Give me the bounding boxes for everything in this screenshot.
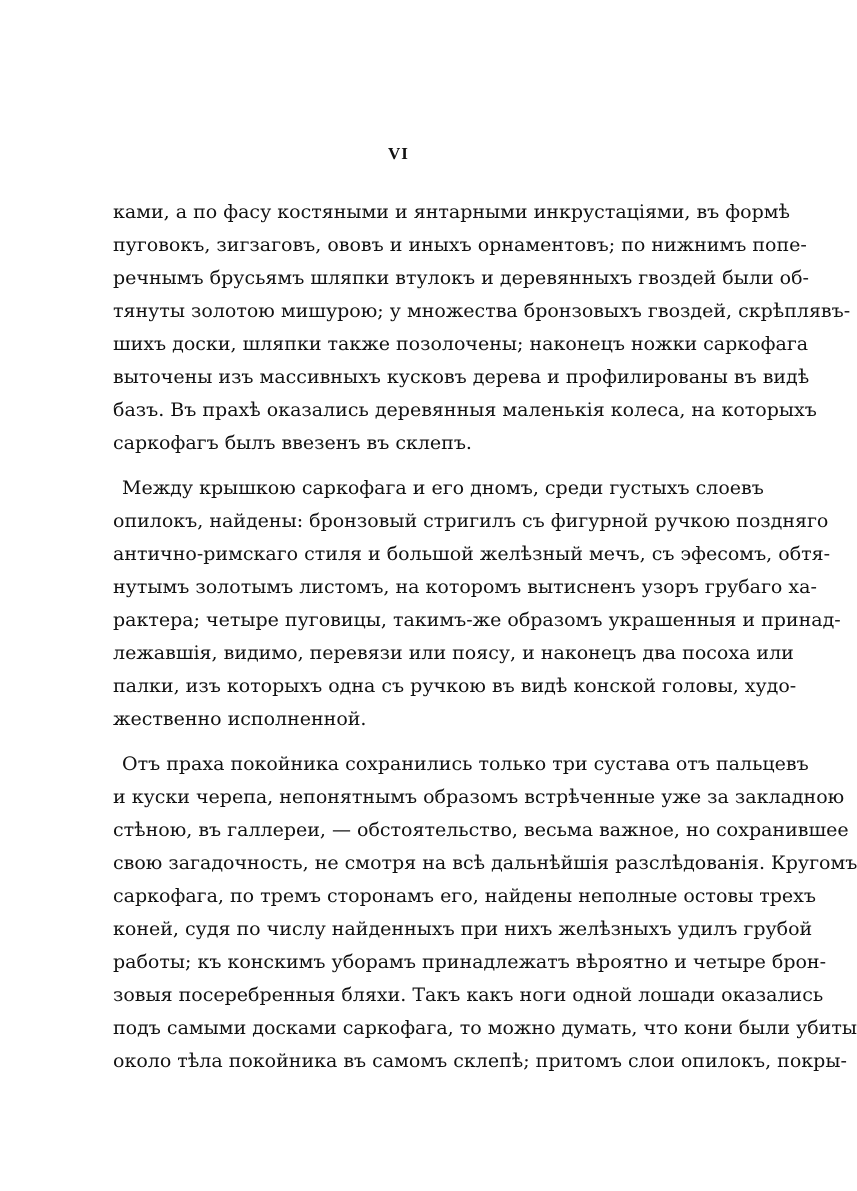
body-text bbox=[113, 196, 857, 1078]
text-line: жественно исполненной. bbox=[113, 708, 367, 730]
text-line: рактера; четыре пуговицы, такимъ-же образомъ украшенныя и принад- bbox=[113, 609, 841, 631]
text-line: выточены изъ массивныхъ кусковъ дерева и профилированы въ видѣ bbox=[113, 366, 810, 388]
text-line: коней, судя по числу найденныхъ при нихъ желѣзныхъ удилъ грубой bbox=[113, 918, 813, 940]
text-line: опилокъ, найдены: бронзовый стригилъ съ фигурной ручкою поздняго bbox=[113, 510, 829, 532]
text-line: работы; къ конскимъ уборамъ принадлежатъ вѣроятно и четыре брон- bbox=[113, 951, 827, 973]
text-line: Отъ праха покойника сохранились только три сустава отъ пальцевъ bbox=[122, 753, 809, 775]
text-line: тянуты золотою мишурою; у множества бронзовыхъ гвоздей, скрѣплявъ- bbox=[113, 300, 851, 322]
text-line: пуговокъ, зигзаговъ, ововъ и иныхъ орнаментовъ; по нижнимъ попе- bbox=[113, 234, 807, 256]
text-line: лежавшія, видимо, перевязи или поясу, и наконецъ два посоха или bbox=[113, 642, 794, 664]
text-line: Между крышкою саркофага и его дномъ, среди густыхъ слоевъ bbox=[122, 477, 764, 499]
text-line: зовыя посеребренныя бляхи. Такъ какъ ноги одной лошади оказались bbox=[113, 984, 824, 1006]
text-line: и куски черепа, непонятнымъ образомъ встрѣченные уже за закладною bbox=[113, 786, 845, 808]
text-line: саркофагъ былъ ввезенъ въ склепъ. bbox=[113, 432, 472, 454]
text-line: свою загадочность, не смотря на всѣ дальнѣйшія разслѣдованія. Кругомъ bbox=[113, 852, 857, 874]
text-line: подъ самыми досками саркофага, то можно думать, что кони были убиты bbox=[113, 1017, 857, 1039]
text-line: нутымъ золотымъ листомъ, на которомъ вытисненъ узоръ грубаго ха- bbox=[113, 576, 817, 598]
text-line: около тѣла покойника въ самомъ склепѣ; притомъ слои опилокъ, покры- bbox=[113, 1050, 847, 1072]
text-line: базъ. Въ прахѣ оказались деревянныя маленькія колеса, на которыхъ bbox=[113, 399, 817, 421]
paragraph bbox=[113, 196, 851, 460]
text-line: речнымъ брусьямъ шляпки втулокъ и деревянныхъ гвоздей были об- bbox=[113, 267, 809, 289]
paragraph bbox=[113, 472, 841, 736]
text-line: палки, изъ которыхъ одна съ ручкою въ видѣ конской головы, худо- bbox=[113, 675, 797, 697]
text-line: стѣною, въ галлереи, — обстоятельство, весьма важное, но сохранившее bbox=[113, 819, 849, 841]
text-line: саркофага, по тремъ сторонамъ его, найдены неполные остовы трехъ bbox=[113, 885, 816, 907]
text-line: антично-римскаго стиля и большой желѣзный мечъ, съ эфесомъ, обтя- bbox=[113, 543, 831, 565]
paragraph bbox=[113, 748, 857, 1078]
text-line: ками, а по фасу костяными и янтарными инкрустаціями, въ формѣ bbox=[113, 201, 790, 223]
text-line: шихъ доски, шляпки также позолочены; наконецъ ножки саркофага bbox=[113, 333, 809, 355]
page-number: VI bbox=[388, 144, 409, 163]
